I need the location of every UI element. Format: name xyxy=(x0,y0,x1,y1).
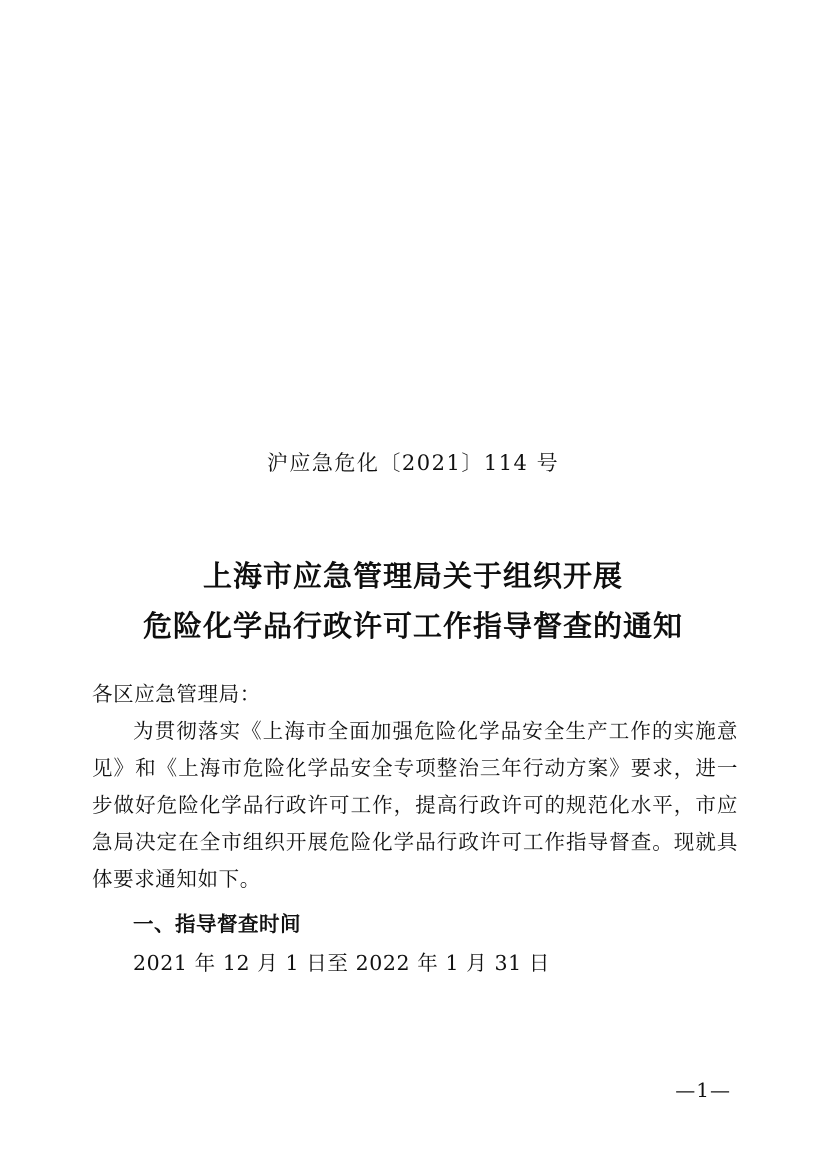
body-paragraph-1: 为贯彻落实《上海市全面加强危险化学品安全生产工作的实施意见》和《上海市危险化学品安全专项整治三年行动方案》要求，进一步做好危险化学品行政许可工作，提高行政许可的规范化水平，市应急局决定在全市组织开展危险化学品行政许可工作指导督查。现就具体要求通知如下。 xyxy=(92,719,738,891)
salutation: 各区应急管理局： xyxy=(92,682,261,706)
document-title xyxy=(95,551,731,651)
document-body xyxy=(92,676,738,982)
document-title-line-2: 危险化学品行政许可工作指导督查的通知 xyxy=(142,609,683,643)
document-number: 沪应急危化〔2021〕114 号 xyxy=(266,451,560,475)
document-title-line-1: 上海市应急管理局关于组织开展 xyxy=(202,559,623,593)
section-heading-1: 一、指导督查时间 xyxy=(133,912,301,936)
page-number: —1— xyxy=(675,1078,731,1102)
section-text-1: 2021 年 12 月 1 日至 2022 年 1 月 31 日 xyxy=(133,951,550,975)
